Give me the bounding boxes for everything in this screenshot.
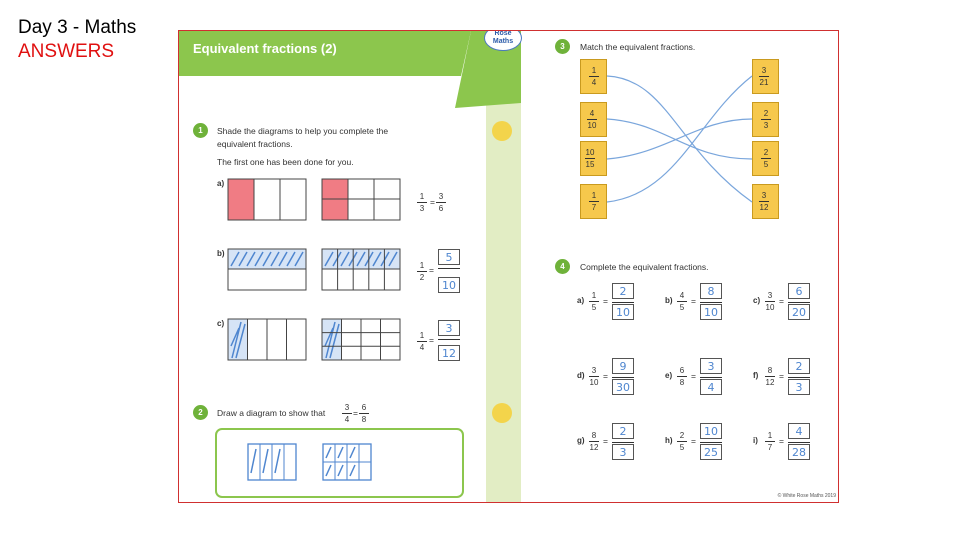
q4-item (665, 283, 749, 327)
q4-numerator-box[interactable]: 2 (612, 423, 634, 439)
publisher-logo: Rose Maths (484, 30, 522, 51)
q4-given-fraction: 1 7 (765, 431, 775, 452)
diagram-sixths (321, 178, 401, 221)
q2-fraction-1: 3 4 (342, 403, 352, 424)
q4-denominator-box[interactable]: 3 (788, 379, 810, 395)
match-left-fraction: 4 10 (587, 109, 597, 130)
q4-item (753, 358, 837, 402)
q4-item (577, 358, 661, 402)
equals-sign: = (603, 296, 608, 306)
q4-given-fraction: 8 12 (589, 431, 599, 452)
q1c-lhs-fraction: 1 4 (417, 331, 427, 352)
fraction-bar (612, 442, 634, 443)
q4-numerator-box[interactable]: 4 (788, 423, 810, 439)
q4-denominator-box[interactable]: 10 (612, 304, 634, 320)
match-right-fraction: 3 21 (759, 66, 769, 87)
q1a-label: a) (217, 179, 225, 188)
q4-item-label: a) (577, 296, 585, 305)
diagram-twelfths (321, 318, 401, 361)
q4-item (577, 423, 661, 467)
q1c-answer-denominator[interactable]: 12 (438, 345, 460, 361)
fraction-bar (438, 339, 460, 340)
q4-numerator-box[interactable]: 6 (788, 283, 810, 299)
q1a-lhs-fraction: 1 3 (417, 192, 427, 213)
q4-item (665, 423, 749, 467)
worksheet (178, 30, 839, 503)
question-4-number: 4 (555, 259, 570, 274)
q4-numerator-box[interactable]: 3 (700, 358, 722, 374)
q4-given-fraction: 1 5 (589, 291, 599, 312)
q4-given-fraction: 8 12 (765, 366, 775, 387)
fraction-bar (612, 302, 634, 303)
diagram-quarters (227, 318, 307, 361)
q4-denominator-box[interactable]: 30 (612, 379, 634, 395)
equals-sign: = (779, 436, 784, 446)
q4-item-label: b) (665, 296, 673, 305)
q4-denominator-box[interactable]: 3 (612, 444, 634, 460)
q2-diagram-eighths (322, 443, 372, 481)
fraction-bar (788, 377, 810, 378)
q1b-label: b) (217, 249, 225, 258)
equals-sign: = (429, 335, 434, 345)
q4-numerator-box[interactable]: 8 (700, 283, 722, 299)
q1-note: The first one has been done for you. (217, 157, 354, 167)
q1-instruction-line2: equivalent fractions. (217, 139, 293, 149)
pencil-icon (492, 403, 512, 423)
match-right-fraction: 2 5 (761, 148, 771, 169)
diagram-thirds (227, 178, 307, 221)
equals-sign: = (603, 436, 608, 446)
fraction-bar (788, 442, 810, 443)
matching-lines (607, 59, 753, 229)
copyright-footer: © White Rose Maths 2019 (777, 493, 836, 499)
q4-item-label: h) (665, 436, 673, 445)
q1c-answer-numerator[interactable]: 3 (438, 320, 460, 336)
diagram-halves (227, 248, 307, 291)
equals-sign: = (779, 371, 784, 381)
equals-sign: = (430, 197, 435, 207)
q2-fraction-2: 6 8 (359, 403, 369, 424)
q4-given-fraction: 3 10 (589, 366, 599, 387)
q2-instruction: Draw a diagram to show that (217, 408, 326, 418)
equals-sign: = (603, 371, 608, 381)
q4-numerator-box[interactable]: 9 (612, 358, 634, 374)
question-1-number: 1 (193, 123, 208, 138)
fraction-bar (788, 302, 810, 303)
q4-given-fraction: 4 5 (677, 291, 687, 312)
match-left-fraction: 1 4 (589, 66, 599, 87)
match-left-fraction: 10 15 (585, 148, 595, 169)
slide-subtitle: ANSWERS (18, 41, 115, 62)
q4-item (753, 283, 837, 327)
q3-instruction: Match the equivalent fractions. (580, 42, 696, 52)
match-right-fraction: 2 3 (761, 109, 771, 130)
q4-item (753, 423, 837, 467)
q4-item-label: i) (753, 436, 758, 445)
question-3-number: 3 (555, 39, 570, 54)
q1-instruction-line1: Shade the diagrams to help you complete the (217, 126, 389, 136)
q1a-rhs-fraction: 3 6 (436, 192, 446, 213)
fraction-bar (700, 302, 722, 303)
q4-given-fraction: 6 8 (677, 366, 687, 387)
equals-sign: = (429, 265, 434, 275)
equals-sign: = (691, 296, 696, 306)
q4-item-label: e) (665, 371, 673, 380)
q4-denominator-box[interactable]: 4 (700, 379, 722, 395)
q4-item-label: d) (577, 371, 585, 380)
fraction-bar (700, 442, 722, 443)
q4-denominator-box[interactable]: 20 (788, 304, 810, 320)
q4-item (577, 283, 661, 327)
q4-given-fraction: 3 10 (765, 291, 775, 312)
worksheet-title: Equivalent fractions (2) (193, 41, 337, 56)
q4-numerator-box[interactable]: 2 (788, 358, 810, 374)
equals-sign: = (691, 371, 696, 381)
q4-item-label: f) (753, 371, 759, 380)
q1b-lhs-fraction: 1 2 (417, 261, 427, 282)
q4-denominator-box[interactable]: 28 (788, 444, 810, 460)
fraction-bar (700, 377, 722, 378)
q4-item (665, 358, 749, 402)
slide-title: Day 3 - Maths (18, 17, 137, 38)
fraction-bar (438, 268, 460, 269)
q2-diagram-quarters (247, 443, 297, 481)
q4-given-fraction: 2 5 (677, 431, 687, 452)
q1b-answer-denominator[interactable]: 10 (438, 277, 460, 293)
q4-instruction: Complete the equivalent fractions. (580, 262, 709, 272)
equals-sign: = (779, 296, 784, 306)
question-2-number: 2 (193, 405, 208, 420)
diagram-tenths (321, 248, 401, 291)
fraction-bar (612, 377, 634, 378)
pencil-icon (492, 121, 512, 141)
match-right-fraction: 3 12 (759, 191, 769, 212)
q1c-label: c) (217, 319, 225, 328)
q4-denominator-box[interactable]: 25 (700, 444, 722, 460)
equals-sign: = (353, 408, 358, 418)
q4-numerator-box[interactable]: 2 (612, 283, 634, 299)
q1b-answer-numerator[interactable]: 5 (438, 249, 460, 265)
equals-sign: = (691, 436, 696, 446)
q4-denominator-box[interactable]: 10 (700, 304, 722, 320)
q4-numerator-box[interactable]: 10 (700, 423, 722, 439)
q4-item-label: g) (577, 436, 585, 445)
match-left-fraction: 1 7 (589, 191, 599, 212)
q4-item-label: c) (753, 296, 761, 305)
